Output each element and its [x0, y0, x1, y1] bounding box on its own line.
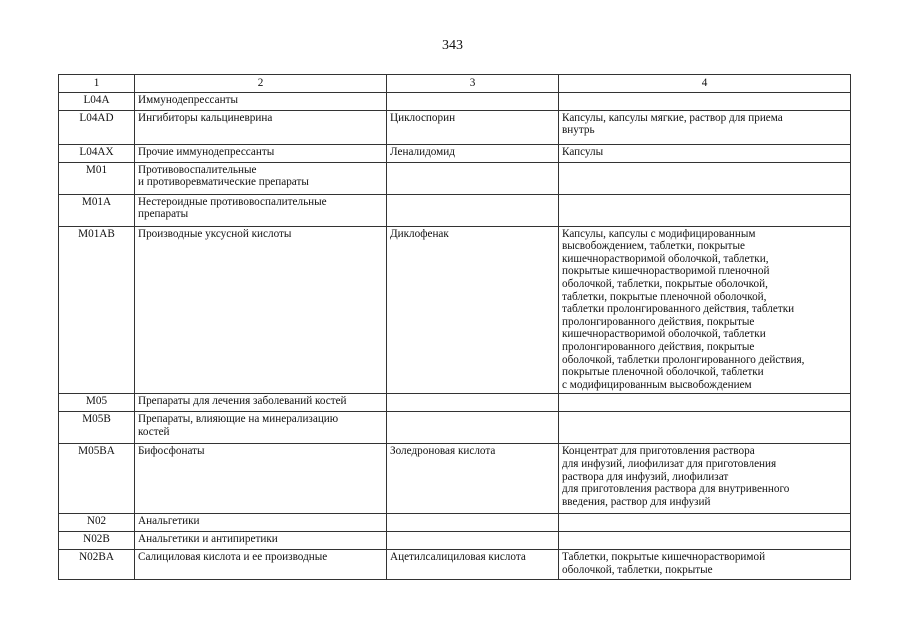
- table-row: [59, 194, 851, 226]
- forms-cell: Таблетки, покрытые кишечнорастворимой оболочкой, таблетки, покрытые: [559, 550, 851, 580]
- group-cell: Препараты, влияющие на минерализацию костей: [135, 412, 387, 444]
- group-cell: Салициловая кислота и ее производные: [135, 550, 387, 580]
- header-col-4: 4: [559, 75, 851, 93]
- table-row: [59, 514, 851, 532]
- group-cell: Бифосфонаты: [135, 444, 387, 514]
- drug-cell: [387, 194, 559, 226]
- table-row: [59, 144, 851, 162]
- drug-cell: Циклоспорин: [387, 110, 559, 144]
- header-col-1: 1: [59, 75, 135, 93]
- code-cell: L04AD: [59, 110, 135, 144]
- code-cell: N02B: [59, 532, 135, 550]
- group-cell: Анальгетики и антипиретики: [135, 532, 387, 550]
- drug-cell: [387, 532, 559, 550]
- table-header-row: [59, 75, 851, 93]
- forms-cell: [559, 532, 851, 550]
- drug-cell: Ацетилсалициловая кислота: [387, 550, 559, 580]
- forms-cell: [559, 394, 851, 412]
- forms-cell: [559, 194, 851, 226]
- code-cell: N02: [59, 514, 135, 532]
- forms-cell: Капсулы, капсулы мягкие, раствор для приема внутрь: [559, 110, 851, 144]
- code-cell: N02BA: [59, 550, 135, 580]
- drug-cell: Леналидомид: [387, 144, 559, 162]
- table-row: [59, 550, 851, 580]
- group-cell: Препараты для лечения заболеваний костей: [135, 394, 387, 412]
- forms-cell: Капсулы, капсулы с модифицированным высвобождением, таблетки, покрытые кишечнорастворимой оболочкой, таблетки, покрытые кишечнорастворимой пленочной оболочкой, таблетки, покрытые оболочкой, таблетки, покрытые пленочной оболочкой, таблетки пролонгированного действия, таблетки пролонгированного действия, покрытые кишечнорастворимой оболочкой, таблетки пролонгированного действия, покрытые оболочкой, таблетки пролонгированного действия, покрытые пленочной оболочкой, таблетки с модифицированным высвобождением: [559, 226, 851, 394]
- drug-table: [58, 74, 851, 580]
- drug-cell: [387, 412, 559, 444]
- code-cell: M01A: [59, 194, 135, 226]
- table-row: [59, 394, 851, 412]
- forms-cell: Капсулы: [559, 144, 851, 162]
- page-number: 343: [442, 38, 463, 53]
- forms-cell: [559, 514, 851, 532]
- forms-cell: [559, 162, 851, 194]
- drug-cell: [387, 394, 559, 412]
- group-cell: Иммунодепрессанты: [135, 92, 387, 110]
- group-cell: Нестероидные противовоспалительные препараты: [135, 194, 387, 226]
- group-cell: Противовоспалительные и противоревматические препараты: [135, 162, 387, 194]
- table-row: [59, 226, 851, 394]
- forms-cell: Концентрат для приготовления раствора для инфузий, лиофилизат для приготовления раствора для инфузий, лиофилизат для приготовления раствора для внутривенного введения, раствор для инфузий: [559, 444, 851, 514]
- drug-cell: Золедроновая кислота: [387, 444, 559, 514]
- table-row: [59, 444, 851, 514]
- drug-cell: [387, 162, 559, 194]
- group-cell: Прочие иммунодепрессанты: [135, 144, 387, 162]
- code-cell: L04AX: [59, 144, 135, 162]
- table-row: [59, 532, 851, 550]
- drug-cell: Диклофенак: [387, 226, 559, 394]
- group-cell: Ингибиторы кальциневрина: [135, 110, 387, 144]
- code-cell: M01: [59, 162, 135, 194]
- table-row: [59, 412, 851, 444]
- forms-cell: [559, 412, 851, 444]
- group-cell: Анальгетики: [135, 514, 387, 532]
- code-cell: M05B: [59, 412, 135, 444]
- group-cell: Производные уксусной кислоты: [135, 226, 387, 394]
- table-row: [59, 92, 851, 110]
- code-cell: L04A: [59, 92, 135, 110]
- drug-cell: [387, 514, 559, 532]
- code-cell: M05BA: [59, 444, 135, 514]
- table-row: [59, 110, 851, 144]
- code-cell: M01AB: [59, 226, 135, 394]
- forms-cell: [559, 92, 851, 110]
- table-row: [59, 162, 851, 194]
- header-col-3: 3: [387, 75, 559, 93]
- code-cell: M05: [59, 394, 135, 412]
- header-col-2: 2: [135, 75, 387, 93]
- drug-cell: [387, 92, 559, 110]
- table-body: [59, 92, 851, 580]
